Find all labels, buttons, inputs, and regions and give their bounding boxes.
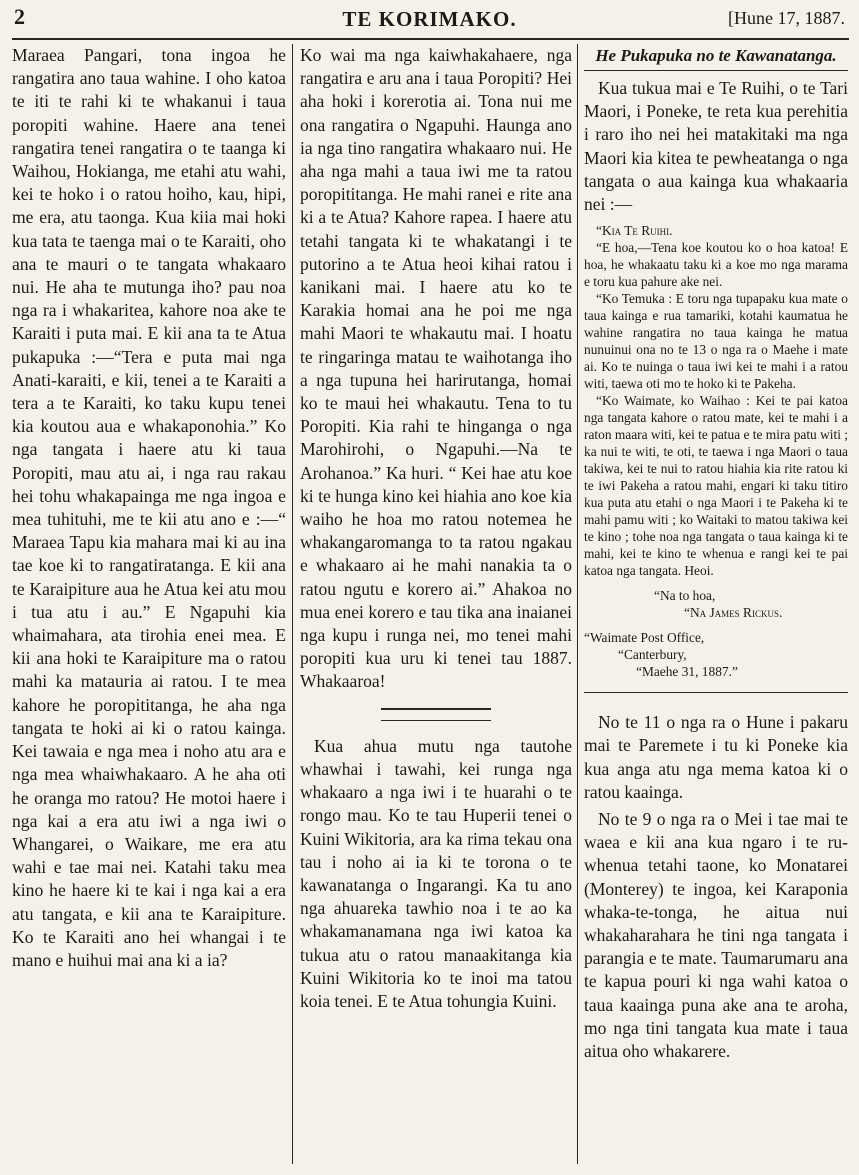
- letter-paragraph-2: “Ko Temuka : E toru nga tupapaku kua mate o taua kainga e rua tamariki, kotahi kaumatua he wahine rangatira no taua kainga he matua nunuinui ona no te 13 o nga ra o Maehe i mate ai. Ko te nuinga o taua iwi kei te mahi i a ratou witi, taewa oti mo te hoko ki te Pakeha.: [584, 291, 848, 392]
- letter-signoff: “Na to hoa,: [654, 588, 716, 604]
- letter-salutation: “Kia Te Ruihi.: [596, 223, 673, 239]
- letter-address-line-1: “Waimate Post Office,: [584, 630, 705, 646]
- page-number: 2: [14, 4, 25, 29]
- header-rule: [12, 38, 849, 40]
- column-2-paragraph-2: Kua ahua mutu nga tautohe whawhai i tawahi, kei runga nga whakaaro a nga iwi i te huarahi o te rongo mau. Ko te tau Huperii tenei o Kuini Wikitoria, ara ka rima tekau ona tau i noho ai ia ki te torona o te kawanatanga o Ingarangi. Ka tu ano nga ahuareka tawhio noa i te ao ka whakamanamana nga iwi katoa ka tukua atu o ratou manaakitanga kia Kuini Wikitoria ko te inoi ma tatou koia tenei. E te Atua tohungia Kuini.: [300, 735, 572, 1011]
- letter-paragraph-1: “E hoa,—Tena koe koutou ko o hoa katoa! E hoa, he whakaatu taku ki a koe mo nga marama e toru kua pahure ake nei.: [584, 240, 848, 290]
- masthead-title: TE KORIMAKO.: [342, 7, 517, 31]
- page-header: [0, 0, 859, 40]
- column-divider-2: [577, 44, 578, 1164]
- letter-address-line-3: “Maehe 31, 1887.”: [636, 664, 738, 680]
- column-2-paragraph-1: Ko wai ma nga kaiwhakahaere, nga rangatira e aru ana i taua Poropiti? Hei aha hoki i korerotia ai. Tona nui me ona rangatira o Ngapuhi. Haunga ano ia nga tino rangatira whakaaro nui. He aha nga mahi a taua iwi me ta ratou poropititanga. He mahi ranei e rite ana ki a te Atua? Kahore rapea. I haere atu tetahi tangata ki te whakatangi i te putorino a te Atua heoi kihai ratou i kanikani mai. I haere atu ko te Karakia homai ana he poi me nga mahi Maori te whakautu mai. I hoatu te ringaringa matau te waihotanga iho a nga tupuna hei harirutanga, homai ko te maui hei whakautu. Tena to tu Poropiti. Kia rahi te hinganga o nga Marohirohi, o Ngapuhi.—Na te Arohanoa.” Ka huri. “ Kei hae atu koe ki te hunga kino kei hiahia ano koe kia waiho he hoa mo ratou notemea he whakangaromanga to ta ratou ngakau e whakaaro ai he mahi nanakia ta o ratou ngutu e korero ai.” Ahakoa no mua enei korero e tau tika ana inaianei nga kupu i runga nei, mo tenei mahi poropiti kua uru ki tenei tau 1887. Whakaaroa!: [300, 45, 572, 692]
- article-intro: Kua tukua mai e Te Ruihi, o te Tari Maori, i Poneke, te reta kua perehitia i raro iho nei hei matakitaki ma nga Maori kia kitea te pewheatanga o nga tangata o aua kainga kua whakaaria nei :—: [584, 78, 848, 215]
- column-divider-1: [292, 44, 293, 1164]
- letter-paragraph-3: “Ko Waimate, ko Waihao : Kei te pai katoa nga tangata kahore o ratou mate, kei te mahi i a raton maara witi, kei te patua e te mira patu witi ; ka nui te witi, te oti, te taewa i nga Maori o taua takiwa, kei te nui to ratou hiahia kia rite ratou ki te iwi Pakeha a ratou mahi, engari ki taku titiro kua puta atu etahi o nga Maori i te Pakeha ki te mahi pamu witi ; ko Waitaki to matou takiwa kei te kino ; tohe noa nga tangata o taua kainga ki te mahi, kei te kino te whenua e rangi kei te pai katoa nga tangata. Heoi.: [584, 393, 848, 579]
- issue-date: [Hune 17, 1887.: [728, 8, 845, 28]
- section-rule: [584, 692, 848, 693]
- news-paragraph-parliament: No te 11 o nga ra o Hune i pakaru mai te Paremete i tu ki Poneke kia kua anga atu nga mema katoa ki o ratou kaainga.: [584, 712, 848, 802]
- letter-address-line-2: “Canterbury,: [618, 647, 687, 663]
- column-1: [12, 44, 286, 1162]
- column-2: [300, 44, 572, 1162]
- letter-signature: “Na James Rickus.: [684, 605, 783, 621]
- letter-block: [584, 222, 848, 680]
- column-3: [584, 44, 848, 1162]
- column-1-text: Maraea Pangari, tona ingoa he rangatira ano taua wahine. I oho katoa te iti te rahi ki te whakanui i taua poropiti wahine. Haere ana tenei rangatira tenei rangatira o te taanga ki Waihou, Hokianga, me etahi atu wahi, kei te hoko i o ratou hoiho, kau, hipi, me era, atu taonga. Kua kiia mai hoki kua tata te taenga mai o te Karaiti, oho ana te mauri o te tangata whakaaro nui. He aha te mutunga iho? pau noa nga ra i whakaritea, kahore noa ake te Karaiti i puta mai. E kii ana ta te Atua pukapuka :—“Tera e puta mai nga Anati-karaiti, e kii, tenei a te Karaiti a tera a te Karaiti, ko taku kupu tenei kia koutou aua e whakaponohia.” Ko nga tangata i haere atu ki taua Poropiti, mau atu ai, i nga rau rakau hei tohu whakapainga me nga ingoa e mea tuhituhi, me te kii atu ano e :—“ Maraea Tapu kia mahara mai ki au ina tae koe ki to rangatiratanga. E kii ana te Karaipiture aua he Atua kei atu mou i tua atu i au.” E Ngapuhi kia whaimahara, ata tirohia enei mea. E kii ana hoki te Karaipiture ma o ratou mahi ka matauria ai ratou. I te mea kahore he poropititanga, he aha nga tangata te hoki ai ki o ratou kainga. Kei tawaia e nga mea i noho atu ara e nga mea whaiwhakaaro. A he aha oti he oranga mo ratou? He motoi haere i nga kai a era atu iwi a nga iwi o Whangarei, o Waikare, me era atu wahi e tae mai nei. Katahi taku mea kino he haere ki te kai i nga kai a era atu tangata, e kii ana te Karaipiture. Ko te Karaiti ano hei whangai i te mano e huihui mai ana ki a ia?: [12, 45, 286, 970]
- section-separator: [381, 708, 491, 721]
- news-paragraph-earthquake: No te 9 o nga ra o Mei i tae mai te waea e kii ana kua ngaro i te ru-whenua tetahi taone, ko Monatarei (Monterey) te ingoa, kei Karaponia whaka-te-tonga, he aitua nui whakaharahara he tini nga tangata i parangia e te mate. Taumarumaru ana te kapua pouri ki nga wahi katoa o taua kaainga puna ake ana te aroha, mo nga tini tangata kua mate i taua aitua oho whakarere.: [584, 809, 848, 1062]
- article-heading: He Pukapuka no te Kawanatanga.: [584, 46, 848, 71]
